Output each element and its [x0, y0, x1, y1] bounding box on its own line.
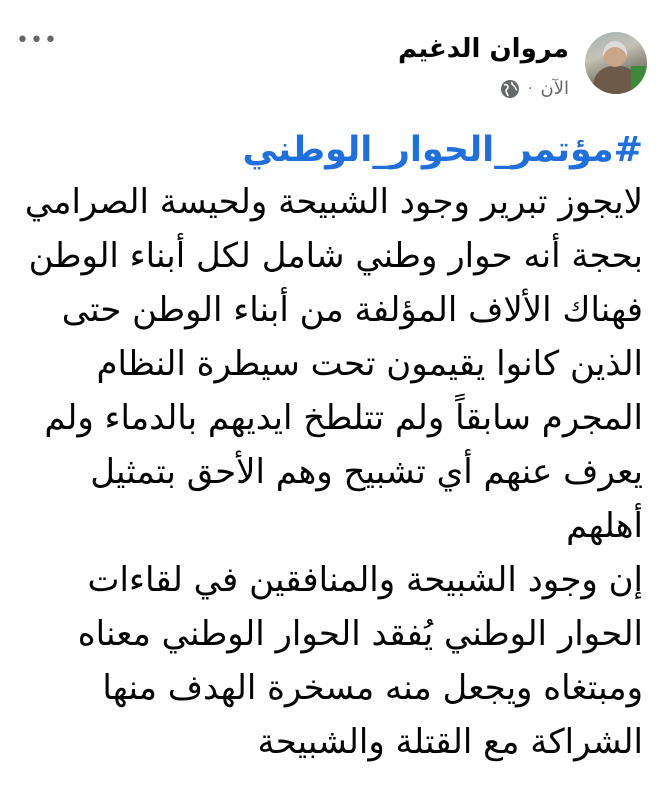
post-line: الحوار الوطني يُفقد الحوار الوطني معناه [77, 614, 643, 654]
post-line: ومبتغاه ويجعل منه مسخرة الهدف منها [102, 668, 643, 708]
post-time[interactable]: الآن [540, 78, 569, 99]
post-meta [500, 78, 569, 99]
post-header [14, 28, 647, 104]
globe-icon[interactable] [500, 79, 520, 99]
post-body [18, 125, 643, 769]
post-line: الذين كانوا يقيمون تحت سيطرة النظام [96, 344, 643, 384]
post-line: الشراكة مع القتلة والشبيحة [257, 722, 643, 762]
avatar[interactable] [585, 32, 647, 94]
hashtag-link[interactable]: #مؤتمر_الحوار_الوطني [242, 130, 643, 170]
avatar-head-shape [603, 41, 627, 67]
post-line: المجرم سابقاً ولم تتلطخ ايديهم بالدماء ولم [44, 398, 643, 438]
post-line: إن وجود الشبيحة والمنافقين في لقاءات [87, 560, 643, 600]
post-line: أهلهم [566, 506, 643, 546]
post-line: بحجة أنه حوار وطني شامل لكل أبناء الوطن [28, 236, 643, 276]
meta-separator: · [528, 80, 533, 97]
post-line: فهناك الألاف المؤلفة من أبناء الوطن حتى [61, 290, 643, 330]
author-name[interactable]: مروان الدغيم [397, 34, 569, 64]
post-line: يعرف عنهم أي تشبيح وهم الأحق بتمثيل [90, 452, 643, 492]
more-options-icon[interactable]: ••• [16, 28, 58, 53]
post-line: لايجوز تبرير وجود الشبيحة ولحيسة الصرامي [24, 182, 643, 222]
avatar-flag-shape [631, 66, 647, 94]
